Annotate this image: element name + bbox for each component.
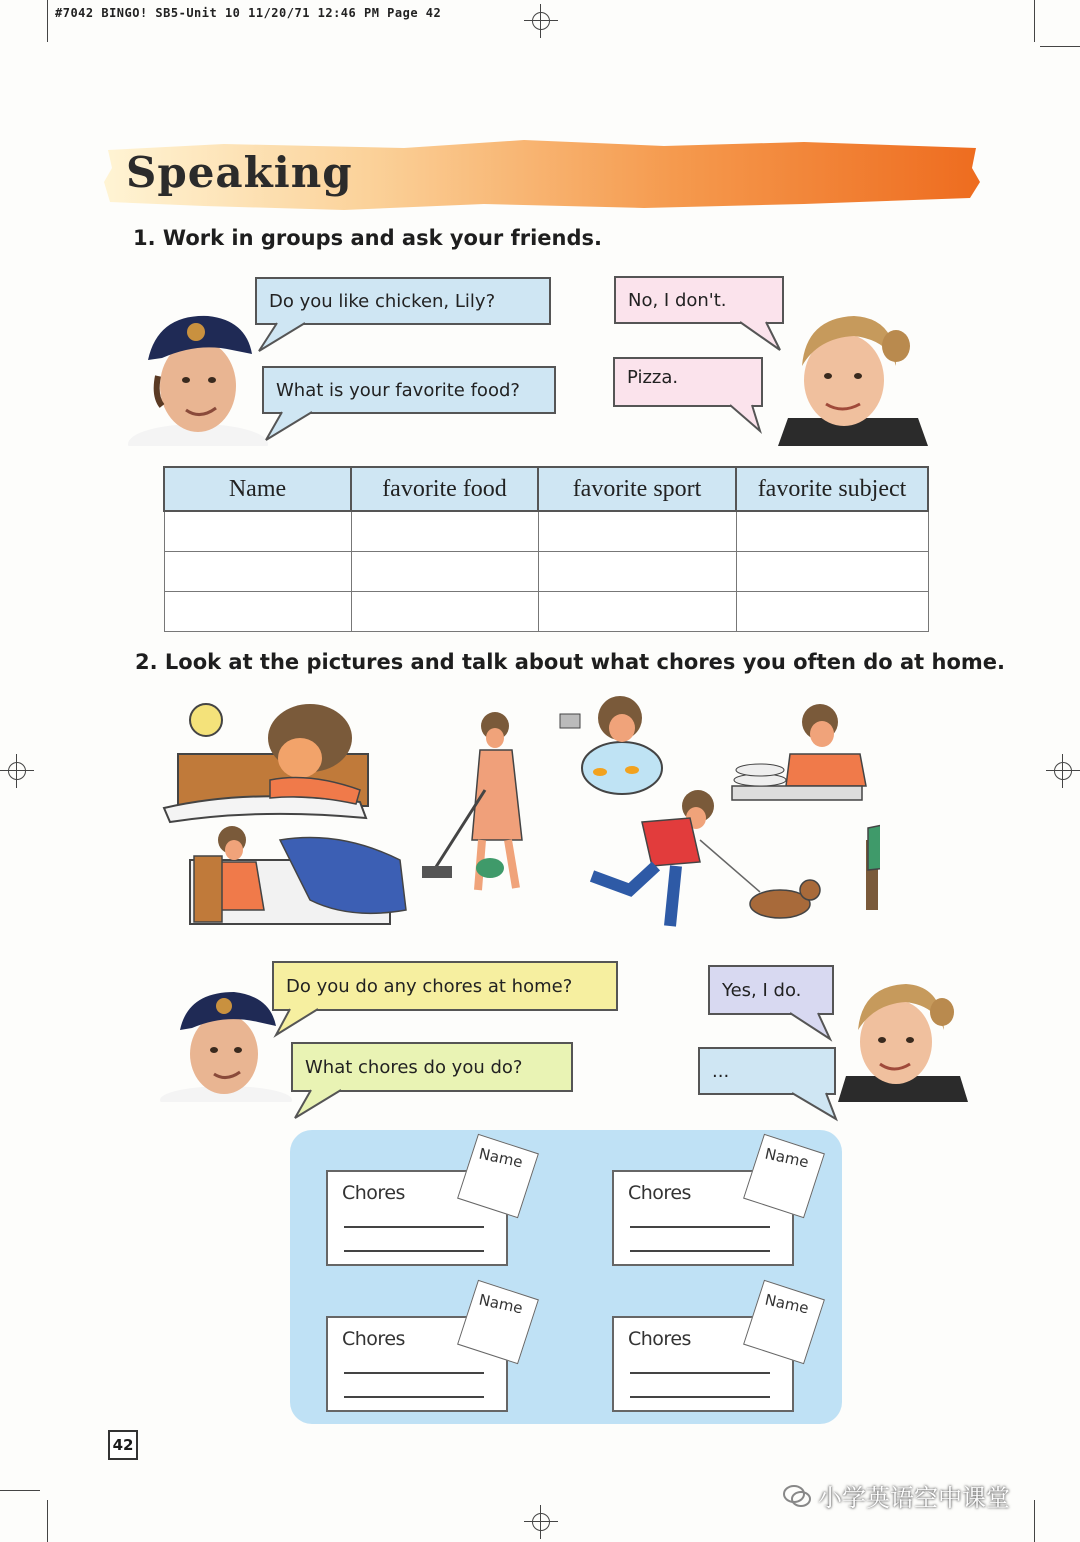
table-cell[interactable] bbox=[351, 552, 538, 592]
crop-mark bbox=[1034, 1500, 1035, 1542]
watermark-text: 小学英语空中课堂 bbox=[818, 1484, 1010, 1512]
page-number: 42 bbox=[108, 1430, 138, 1460]
chores-cards-panel bbox=[290, 1130, 842, 1424]
column-header-name: Name bbox=[164, 467, 351, 511]
vacuum-illustration bbox=[422, 712, 522, 890]
table-header-row bbox=[164, 467, 928, 511]
bubble-tail bbox=[255, 323, 315, 353]
bubble-tail bbox=[780, 1013, 840, 1041]
table-cell[interactable] bbox=[351, 592, 538, 632]
feed-fish-illustration bbox=[560, 696, 662, 794]
make-bed-illustration bbox=[190, 826, 406, 924]
crop-mark bbox=[47, 0, 48, 42]
table-cell[interactable] bbox=[736, 592, 928, 632]
speech-bubble-answer: Pizza. bbox=[613, 357, 763, 407]
write-line[interactable] bbox=[344, 1372, 484, 1374]
chores-illustrations bbox=[160, 690, 880, 950]
chores-label: Chores bbox=[342, 1182, 405, 1204]
write-line[interactable] bbox=[344, 1250, 484, 1252]
table-cell[interactable] bbox=[736, 511, 928, 552]
name-tag-label: Name bbox=[477, 1144, 525, 1172]
crop-mark bbox=[1034, 0, 1035, 42]
boy-photo bbox=[128, 306, 268, 446]
speech-bubble-question: What is your favorite food? bbox=[262, 366, 556, 414]
table-cell[interactable] bbox=[538, 552, 736, 592]
instruction-1: 1. Work in groups and ask your friends. bbox=[133, 226, 602, 250]
speech-bubble-answer: No, I don't. bbox=[614, 276, 784, 324]
speech-bubble-answer: Yes, I do. bbox=[708, 965, 834, 1015]
registration-mark bbox=[1046, 754, 1080, 788]
table-row bbox=[164, 511, 928, 552]
registration-mark bbox=[524, 1505, 558, 1539]
write-line[interactable] bbox=[630, 1226, 770, 1228]
speech-bubble-question: Do you do any chores at home? bbox=[272, 961, 618, 1011]
walk-dog-illustration bbox=[592, 790, 820, 926]
section-title: Speaking bbox=[126, 148, 353, 197]
wechat-icon bbox=[782, 1484, 812, 1508]
write-line[interactable] bbox=[630, 1372, 770, 1374]
column-header-subject: favorite subject bbox=[736, 467, 928, 511]
table-row bbox=[164, 592, 928, 632]
write-line[interactable] bbox=[344, 1396, 484, 1398]
print-slug: #7042 BINGO! SB5-Unit 10 11/20/71 12:46 PM Page 42 bbox=[55, 6, 442, 20]
instruction-2: 2. Look at the pictures and talk about what chores you often do at home. bbox=[135, 650, 1005, 674]
bubble-tail bbox=[720, 405, 780, 435]
chores-label: Chores bbox=[342, 1328, 405, 1350]
bubble-tail bbox=[786, 1093, 846, 1123]
crop-mark bbox=[0, 1490, 40, 1491]
bubble-tail bbox=[730, 322, 790, 352]
table-row bbox=[164, 552, 928, 592]
table-cell[interactable] bbox=[164, 511, 351, 552]
bubble-tail bbox=[291, 1090, 351, 1120]
table-cell[interactable] bbox=[351, 511, 538, 552]
wake-up-illustration bbox=[164, 704, 368, 822]
chores-label: Chores bbox=[628, 1182, 691, 1204]
name-tag-label: Name bbox=[763, 1290, 811, 1318]
write-line[interactable] bbox=[344, 1226, 484, 1228]
girl-photo bbox=[778, 306, 928, 446]
write-line[interactable] bbox=[630, 1396, 770, 1398]
speech-bubble-question: What chores do you do? bbox=[291, 1042, 573, 1092]
chores-label: Chores bbox=[628, 1328, 691, 1350]
bubble-tail bbox=[262, 412, 322, 442]
speech-bubble-answer: ... bbox=[698, 1047, 836, 1095]
table-cell[interactable] bbox=[538, 511, 736, 552]
wash-dishes-illustration bbox=[732, 704, 866, 800]
crop-mark bbox=[1040, 46, 1080, 47]
column-header-sport: favorite sport bbox=[538, 467, 736, 511]
girl-photo bbox=[838, 976, 968, 1102]
table-cell[interactable] bbox=[736, 552, 928, 592]
registration-mark bbox=[524, 4, 558, 38]
watermark bbox=[782, 1478, 1010, 1513]
crop-mark bbox=[47, 1500, 48, 1542]
table-cell[interactable] bbox=[164, 552, 351, 592]
bubble-tail bbox=[272, 1009, 332, 1037]
speech-bubble-question: Do you like chicken, Lily? bbox=[255, 277, 551, 325]
clean-dresser-illustration bbox=[866, 792, 880, 910]
name-tag-label: Name bbox=[763, 1144, 811, 1172]
table-cell[interactable] bbox=[164, 592, 351, 632]
registration-mark bbox=[0, 754, 34, 788]
name-tag-label: Name bbox=[477, 1290, 525, 1318]
write-line[interactable] bbox=[630, 1250, 770, 1252]
column-header-food: favorite food bbox=[351, 467, 538, 511]
survey-table bbox=[163, 466, 929, 632]
table-cell[interactable] bbox=[538, 592, 736, 632]
